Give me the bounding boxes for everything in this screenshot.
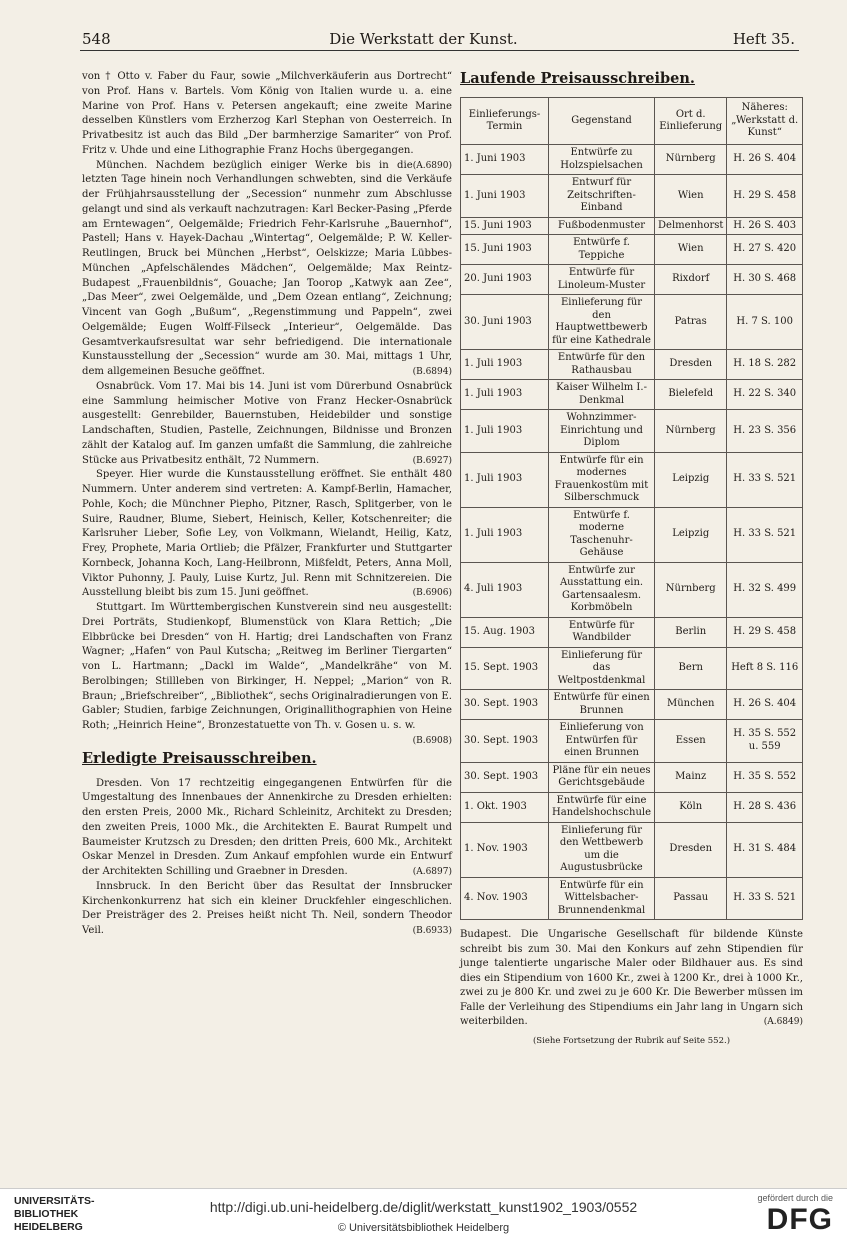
section-title: Erledigte Preisausschreiben. [82,749,317,767]
table-row [461,720,803,763]
permalink-url[interactable]: http://digi.ub.uni-heidelberg.de/diglit/werkstatt_kunst1902_1903/0552 [209,1199,638,1215]
competitions-table [460,97,803,920]
table-cell: 15. Juni 1903 [461,235,549,265]
table-row [461,295,803,350]
table-cell: 4. Nov. 1903 [461,877,549,920]
table-cell: H. 7 S. 100 [727,295,803,350]
table-cell: Einlieferung für den Hauptwettbewerb für eine Kathedrale [549,295,655,350]
table-cell: Bielefeld [655,380,727,410]
table-cell: Entwürfe für ein modernes Frauenkostüm mit Silberschmuck [549,452,655,507]
table-body [461,145,803,920]
article-paragraph: Stuttgart. Im Württembergischen Kunstverein sind neu ausgestellt: Drei Porträts, Studienkopf, Blumenstück von Klara Rettich; „Die Elbbrücke bei Dresden“ von H. Hartig; drei Landschaften von Franz Wagner; „Hafen“ von Paul Kutscha; „Reitweg im Berliner Tiergarten“ von L. Hartmann; „Dackl im Walde“, „Mandelkrähe“ von M. Berolbingen; Stillleben von Birkinger, H. Neppel; „Marion“ von R. Braun; „Briefschreiber“, „Bibliothek“, sechs Originalradierungen von E. Gabler; Studien, farbige Zeichnungen, Originallithographien von Heine Roth; „Heinrich Heine“, Bronzestatuette von Th. v. Gosen u. s. w. (B.6908) [82,602,452,746]
table-cell: 1. Nov. 1903 [461,822,549,877]
table-cell: H. 33 S. 521 [727,452,803,507]
table-cell: H. 26 S. 403 [727,217,803,235]
right-column [460,70,803,1048]
table-cell: Entwurf für Zeitschriften-Einband [549,175,655,218]
issue-label: Heft 35. [732,30,795,48]
table-cell: Köln [655,792,727,822]
column-header: Näheres: „Werkstatt d. Kunst“ [727,98,803,145]
copyright-notice: © Universitätsbibliothek Heidelberg [337,1222,510,1234]
table-cell: Pläne für ein neues Gerichtsgebäude [549,762,655,792]
table-cell: Passau [655,877,727,920]
table-cell: 1. Juli 1903 [461,507,549,562]
table-cell: Dresden [655,822,727,877]
table-row [461,217,803,235]
table-row [461,380,803,410]
table-cell: 15. Aug. 1903 [461,617,549,647]
table-cell: 30. Sept. 1903 [461,762,549,792]
page-number: 548 [82,30,111,48]
table-cell: Entwürfe f. moderne Taschenuhr-Gehäuse [549,507,655,562]
table-cell: Rixdorf [655,265,727,295]
table-row [461,647,803,690]
table-cell: Leipzig [655,452,727,507]
table-cell: Einlieferung von Entwürfen für einen Brunnen [549,720,655,763]
table-row [461,452,803,507]
table-cell: H. 35 S. 552 [727,762,803,792]
table-cell: 20. Juni 1903 [461,265,549,295]
table-cell: H. 27 S. 420 [727,235,803,265]
page-title: Die Werkstatt der Kunst. [329,30,518,48]
left-column [82,70,452,939]
table-cell: Nürnberg [655,410,727,453]
table-cell: H. 33 S. 521 [727,877,803,920]
table-cell: 1. Juli 1903 [461,410,549,453]
table-cell: 4. Juli 1903 [461,562,549,617]
table-cell: Wohnzimmer-Einrichtung und Diplom [549,410,655,453]
header-rule [80,50,799,51]
table-cell: Essen [655,720,727,763]
table-cell: München [655,690,727,720]
table-cell: Wien [655,235,727,265]
table-cell: H. 28 S. 436 [727,792,803,822]
table-cell: 1. Juni 1903 [461,145,549,175]
table-cell: 1. Okt. 1903 [461,792,549,822]
table-cell: H. 22 S. 340 [727,380,803,410]
table-cell: Entwürfe für Linoleum-Muster [549,265,655,295]
table-cell: Entwürfe für ein Wittelsbacher-Brunnendenkmal [549,877,655,920]
table-cell: 30. Juni 1903 [461,295,549,350]
table-cell: Wien [655,175,727,218]
table-cell: H. 18 S. 282 [727,350,803,380]
table-row [461,822,803,877]
table-cell: 1. Juli 1903 [461,350,549,380]
table-row [461,792,803,822]
table-row [461,762,803,792]
table-cell: Entwürfe für einen Brunnen [549,690,655,720]
table-row [461,175,803,218]
table-cell: Leipzig [655,507,727,562]
table-row [461,562,803,617]
table-cell: Nürnberg [655,145,727,175]
viewer-footer [0,1188,847,1246]
article-paragraph: Dresden. Von 17 rechtzeitig eingegangenen Entwürfen für die Umgestaltung des Innenbaues der Annenkirche zu Dresden erhielten: den ersten Preis, 2000 Mk., Richard Schleinitz, Architekt zu Dresden; den zweiten Preis, 1000 Mk., die Architekten E. Baurat Rumpelt und Baumeister Krutzsch zu Dresden; den dritten Preis, 600 Mk., Architekt Oskar Menzel in Dresden. Zum Ankauf empfohlen wurde ein Entwurf der Architekten Schilling und Graebner in Dresden. (A.6897) [82,777,452,877]
article-paragraph: Osnabrück. Vom 17. Mai bis 14. Juni ist vom Dürerbund Osnabrück eine Sammlung heimischer Motive von Franz Hecker-Osnabrück ausgestellt: Genrebilder, Bauernstuben, Heidebilder und sonstige Landschaften, Studien, Pastelle, Zeichnungen, Bildnisse und Bronzen zählt der Katalog auf. Im ganzen umfaßt die Sammlung, die zahlreiche Stücke aus Privatbesitz enthält, 72 Nummern. (B.6927) [82,380,452,466]
table-cell: Entwürfe für eine Handelshochschule [549,792,655,822]
table-cell: Kaiser Wilhelm I.-Denkmal [549,380,655,410]
continuation-note: (Siehe Fortsetzung der Rubrik auf Seite 552.) [532,1035,731,1046]
table-cell: Heft 8 S. 116 [727,647,803,690]
library-logo[interactable]: UNIVERSITÄTS- BIBLIOTHEK HEIDELBERG [14,1195,95,1233]
table-cell: H. 23 S. 356 [727,410,803,453]
table-cell: H. 35 S. 552 u. 559 [727,720,803,763]
table-cell: 15. Juni 1903 [461,217,549,235]
table-cell: H. 26 S. 404 [727,690,803,720]
article-paragraph: München. Nachdem bezüglich einiger Werke bis in die letzten Tage hinein noch Verhandlungen schwebten, sind die Verkäufe der Frühjahrsausstellung der „Secession“ nunmehr zum Abschlusse gelangt und sind als verkauft nachzutragen: Karl Becker-Pasing „Pferde am Erntewagen“, Oelgemälde; Friedrich Fehr-Karlsruhe „Bauernhof“, Pastell; Hans v. Hayek-Dachau „Wintertag“, Oelgemälde; P. W. Keller-Reutlingen, Bruck bei München „Herbst“, Oelskizze; Maria Lübbes-München „Apfelschälendes Mädchen“, Oelgemälde; Max Reintz-Budapest „Frauenbildnis“, Gouache; Jan Toorop „Katwyk aan Zee“, „Das Meer“, zwei Oelgemälde, und „Dem Ozean entlang“, Zeichnung; Vincent van Gogh „Bußum“, „Regenstimmung und Pappeln“, zwei Oelgemälde; Eugen Wolff-Filseck „Interieur“, Oelgemälde. Das Gesamtverkaufsresultat war sehr befriedigend. Die internationale Kunstausstellung der „Secession“ wurde am 30. Mai, mittags 1 Uhr, dem allgemeinen Besuche geöffnet. (B.6894) [82,159,452,377]
table-cell: 30. Sept. 1903 [461,720,549,763]
table-row [461,877,803,920]
table-cell: 15. Sept. 1903 [461,647,549,690]
table-cell: H. 30 S. 468 [727,265,803,295]
table-cell: Einlieferung für das Weltpostdenkmal [549,647,655,690]
table-cell: Entwürfe zur Ausstattung ein. Gartensaalesm. Korbmöbeln [549,562,655,617]
column-header: Einlieferungs-Termin [461,98,549,145]
article-paragraph: Speyer. Hier wurde die Kunstausstellung eröffnet. Sie enthält 480 Nummern. Unter anderem sind vertreten: A. Kampf-Berlin, Hamacher, Pohle, Koch; die Münchner Piepho, Pitzner, Rasch, Splitgerber, von le Suire, Raudner, Blume, Siebert, Heinisch, Keller, Kotschenreiter; die Karlsruher Lieber, Sofie Ley, von Volkmann, Wielandt, Heilig, Katz, Frey, Prophete, Maria Ortlieb; die Pfälzer, Frankfurter und Stuttgarter Kornbeck, Johanna Koch, Lang-Heilbronn, Mißfeldt, Peters, Anna Moll, Viktor Puhonny, J. Pauly, Luise Kurtz, Jul. Renn mit Schnitzereien. Die Ausstellung bleibt bis zum 15. Juni geöffnet. (B.6906) [82,469,452,599]
table-cell: 30. Sept. 1903 [461,690,549,720]
table-row [461,690,803,720]
table-cell: Berlin [655,617,727,647]
table-row [461,410,803,453]
table-cell: Dresden [655,350,727,380]
table-cell: Patras [655,295,727,350]
table-cell: Entwürfe f. Teppiche [549,235,655,265]
budapest-notice: Budapest. Die Ungarische Gesellschaft für bildende Künste schreibt bis zum 30. Mai den Konkurs auf zehn Stipendien für junge talentierte ungarische Maler oder Bildhauer aus. Es sind dies ein Stipendium von 1600 Kr., zwei à 1200 Kr., drei à 1000 Kr., zwei zu je 800 Kr. und zwei zu je 600 Kr. Die Bewerber müssen im Falle der Verleihung des Stipendiums ein Jahr lang in Ungarn sich weiterbilden. (A.6849) (Siehe Fortsetzung der Rubrik auf Seite 552.) [460,928,803,1048]
table-row [461,507,803,562]
table-row [461,145,803,175]
table-cell: H. 33 S. 521 [727,507,803,562]
article-paragraph: von † Otto v. Faber du Faur, sowie „Milchverkäuferin aus Dortrecht“ von Prof. Hans v. Bartels. Vom König von Italien wurde u. a. eine Marine von Prof. Hans v. Petersen angekauft; eine zweite Marine desselben Künstlers vom Erzherzog Karl Stephan von Oesterreich. In Privatbesitz ist auch das Bild „Der barmherzige Samariter“ von Prof. Fritz v. Uhde und eine Lithographie Franz Hochs übergegangen. (A.6890) [82,71,452,171]
table-cell: Entwürfe für Wandbilder [549,617,655,647]
competitions-title: Laufende Preisausschreiben. [460,70,695,87]
table-row [461,617,803,647]
table-row [461,350,803,380]
table-cell: Bern [655,647,727,690]
table-cell: H. 32 S. 499 [727,562,803,617]
table-cell: Mainz [655,762,727,792]
table-cell: H. 29 S. 458 [727,175,803,218]
table-cell: 1. Juli 1903 [461,380,549,410]
table-row [461,265,803,295]
article-paragraph: Innsbruck. In den Bericht über das Resultat der Innsbrucker Kirchenkonkurrenz hat sich ein kleiner Druckfehler eingeschlichen. Der Preisträger des 2. Preises heißt nicht Th. Neil, sondern Theodor Veil. (B.6933) [82,880,452,936]
table-cell: 1. Juni 1903 [461,175,549,218]
column-header: Ort d. Einlieferung [655,98,727,145]
table-cell: H. 26 S. 404 [727,145,803,175]
table-cell: 1. Juli 1903 [461,452,549,507]
dfg-supported-label: gefördert durch die [757,1193,833,1203]
table-cell: Entwürfe zu Holzspielsachen [549,145,655,175]
table-cell: H. 29 S. 458 [727,617,803,647]
table-cell: Einlieferung für den Wettbewerb um die Augustusbrücke [549,822,655,877]
table-cell: Fußbodenmuster [549,217,655,235]
table-row [461,235,803,265]
table-cell: H. 31 S. 484 [727,822,803,877]
dfg-logo[interactable]: DFG [766,1203,833,1236]
table-header-row [461,98,803,145]
table-cell: Delmenhorst [655,217,727,235]
column-header: Gegenstand [549,98,655,145]
table-cell: Nürnberg [655,562,727,617]
table-cell: Entwürfe für den Rathausbau [549,350,655,380]
